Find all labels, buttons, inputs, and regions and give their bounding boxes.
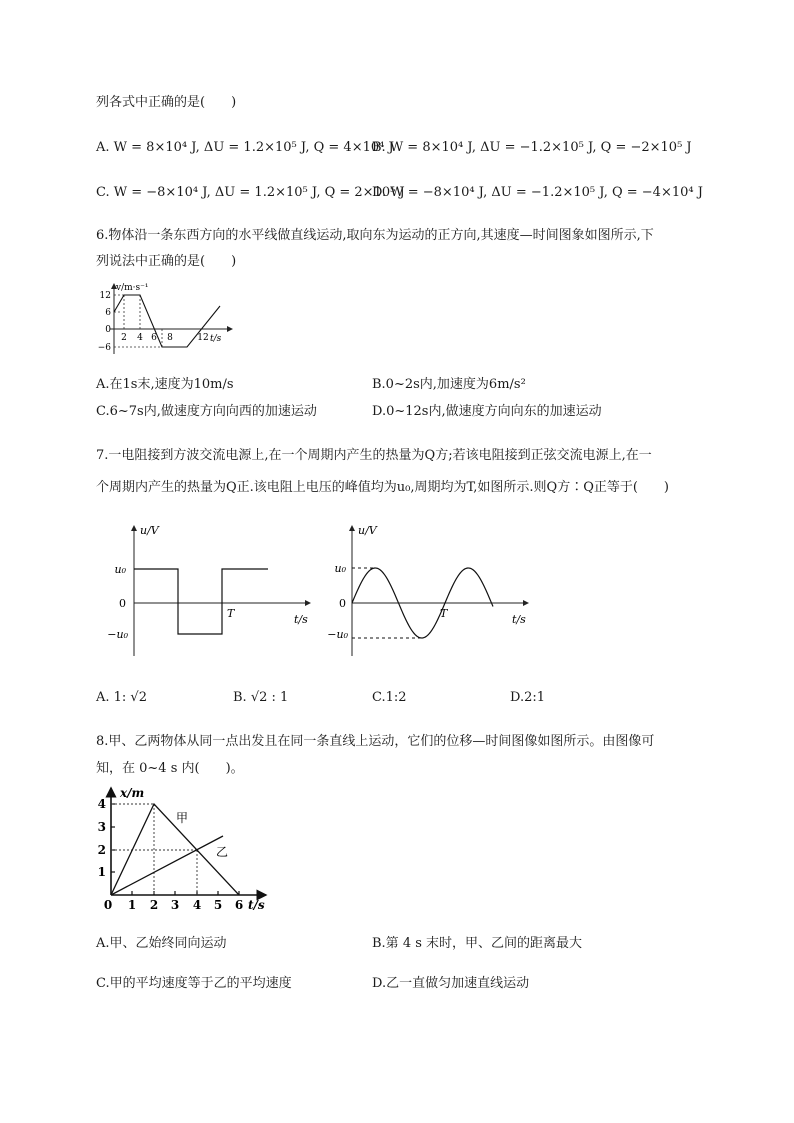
q5-stem: 列各式中正确的是( ) bbox=[96, 95, 237, 110]
q7a-xlabel: t/s bbox=[294, 613, 308, 626]
q7-option-c: C.1:2 bbox=[372, 690, 407, 705]
q8-displacement-time-graph bbox=[96, 782, 276, 916]
q6-option-d: D.0~12s内,做速度方向向东的加速运动 bbox=[372, 404, 602, 419]
q7-square-wave-line bbox=[134, 569, 268, 634]
q6-velocity-time-graph bbox=[92, 280, 242, 360]
q6-xtick-12: 12 bbox=[197, 333, 209, 343]
q5-option-b: B. W = 8×10⁴ J, ΔU = −1.2×10⁵ J, Q = −2×10⁵ J bbox=[372, 140, 692, 155]
q8-ytick-2: 2 bbox=[97, 843, 106, 857]
q8-ytick-1: 1 bbox=[97, 865, 106, 879]
q8-label-jia: 甲 bbox=[176, 811, 189, 825]
q6-ytick-12: 12 bbox=[99, 291, 111, 301]
q8-stem-line2: 知，在 0~4 s 内( )。 bbox=[96, 761, 244, 776]
q7-stem-line1: 7.一电阻接到方波交流电源上,在一个周期内产生的热量为Q方;若该电阻接到正弦交流电源上,在一 bbox=[96, 448, 652, 463]
q7-sine-wave-graph bbox=[318, 520, 538, 660]
q8-xtick-0: 0 bbox=[103, 898, 113, 912]
q8-xtick-2: 2 bbox=[149, 898, 159, 912]
q7a-period-label: T bbox=[227, 607, 235, 620]
q7b-bottom-label: −u₀ bbox=[327, 628, 348, 641]
q7b-top-label: u₀ bbox=[334, 562, 346, 575]
q8-line-yi bbox=[111, 836, 223, 895]
q6-xtick-4: 4 bbox=[137, 333, 143, 343]
q8-ytick-4: 4 bbox=[97, 797, 106, 811]
q7-option-d: D.2:1 bbox=[510, 690, 546, 705]
q8-ytick-3: 3 bbox=[97, 820, 106, 834]
q7b-zero-label: 0 bbox=[339, 597, 346, 610]
q6-xtick-8: 8 bbox=[167, 333, 173, 343]
q7a-bottom-label: −u₀ bbox=[107, 628, 128, 641]
q8-xlabel: t/s bbox=[248, 898, 265, 912]
q5-option-d: D. W = −8×10⁴ J, ΔU = −1.2×10⁵ J, Q = −4×10⁴ J bbox=[372, 185, 703, 200]
q5-option-a: A. W = 8×10⁴ J, ΔU = 1.2×10⁵ J, Q = 4×10⁴ J bbox=[96, 140, 394, 155]
q6-xlabel: t/s bbox=[210, 334, 222, 344]
q7b-period-label: T bbox=[440, 607, 448, 620]
q8-xtick-4: 4 bbox=[192, 898, 202, 912]
q6-option-a: A.在1s末,速度为10m/s bbox=[96, 377, 234, 392]
q5-option-c: C. W = −8×10⁴ J, ΔU = 1.2×10⁵ J, Q = 2×10⁵ J bbox=[96, 185, 405, 200]
q8-option-a: A.甲、乙始终同向运动 bbox=[96, 936, 227, 951]
q6-ytick-6: 6 bbox=[105, 308, 111, 318]
q7-stem-line2: 个周期内产生的热量为Q正.该电阻上电压的峰值均为u₀,周期均为T,如图所示.则Q方∶Q正等于( ) bbox=[96, 480, 669, 495]
q8-option-c: C.甲的平均速度等于乙的平均速度 bbox=[96, 976, 292, 991]
q6-xtick-2: 2 bbox=[121, 333, 127, 343]
q7b-xlabel: t/s bbox=[512, 613, 526, 626]
q8-xtick-5: 5 bbox=[213, 898, 223, 912]
q8-ylabel: x/m bbox=[120, 786, 145, 800]
q7b-ylabel: u/V bbox=[358, 524, 377, 537]
q8-option-d: D.乙一直做匀加速直线运动 bbox=[372, 976, 530, 991]
q8-xtick-3: 3 bbox=[170, 898, 180, 912]
q7a-ylabel: u/V bbox=[140, 524, 159, 537]
q6-option-c: C.6~7s内,做速度方向向西的加速运动 bbox=[96, 404, 317, 419]
q6-xtick-6: 6 bbox=[151, 333, 157, 343]
q8-xtick-6: 6 bbox=[234, 898, 244, 912]
q8-option-b: B.第 4 s 末时，甲、乙间的距离最大 bbox=[372, 936, 583, 951]
q6-option-b: B.0~2s内,加速度为6m/s² bbox=[372, 377, 526, 392]
q7-square-wave-graph bbox=[100, 520, 320, 660]
q8-xtick-1: 1 bbox=[127, 898, 137, 912]
q7a-top-label: u₀ bbox=[114, 563, 126, 576]
q7a-zero-label: 0 bbox=[119, 597, 126, 610]
q6-ytick-0: 0 bbox=[105, 325, 111, 335]
q6-ytick-neg6: −6 bbox=[97, 343, 111, 353]
q7-option-b: B. √2 : 1 bbox=[233, 690, 289, 705]
q6-stem-line1: 6.物体沿一条东西方向的水平线做直线运动,取向东为运动的正方向,其速度—时间图象如图所示,下 bbox=[96, 228, 654, 243]
q6-stem-line2: 列说法中正确的是( ) bbox=[96, 254, 237, 269]
q6-ylabel: v/m·s⁻¹ bbox=[116, 283, 149, 293]
q8-label-yi: 乙 bbox=[216, 845, 229, 859]
q7-option-a: A. 1: √2 bbox=[96, 690, 147, 705]
q8-stem-line1: 8.甲、乙两物体从同一点出发且在同一条直线上运动，它们的位移—时间图像如图所示。由图像可 bbox=[96, 734, 655, 749]
